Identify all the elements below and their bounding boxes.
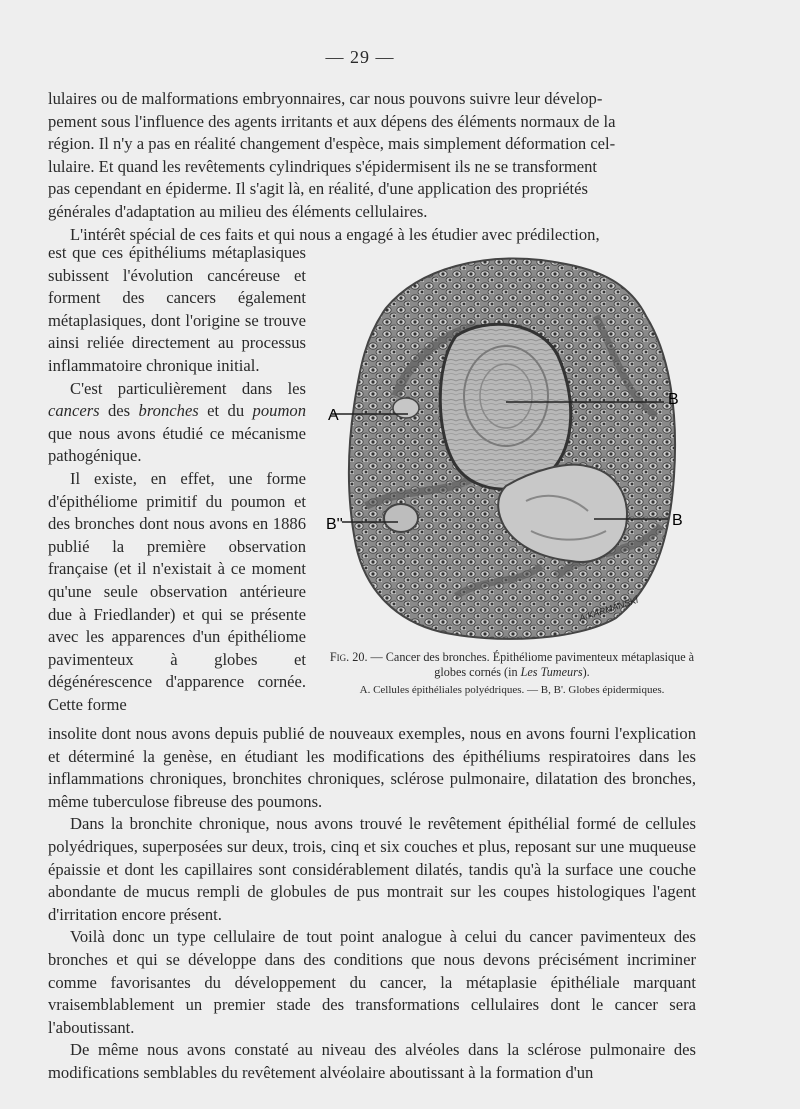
label-b-double-prime: B'' — [326, 516, 343, 533]
para2-first-line: L'intérêt spécial de ces faits et qui nous a engagé à les étudier avec prédilection, — [70, 224, 600, 244]
artist-signature: A.KARMANSKI — [577, 594, 640, 624]
para3-mid1: des — [99, 401, 139, 421]
figure-number: Fig. 20. — [329, 650, 368, 664]
paragraph-5: Dans la bronchite chronique, nous avons trouvé le revêtement épithélial formé de cellules polyédriques, superposées sur deux, trois, cinq et six couches et plus, reposant sur une muqueuse épaissie et dont les capillaires sont considérablement dilatés, tandis qu'à la surface une couche abondante de mucus rempli de globules de pus montrait sur les coupes histologiques l'agent d'irritation encore présent. — [48, 814, 696, 924]
caption-legend: A. Cellules épithéliales polyédriques. — B, B'. Globes épidermiques. — [359, 684, 665, 696]
caption-text-before: — Cancer des bronches. Épithéliome pavimenteux métaplasique à globes cornés (in — [367, 650, 695, 679]
para3-mid2: et du — [198, 401, 253, 421]
figure-caption — [326, 650, 698, 698]
page-number: — 29 — — [325, 47, 395, 67]
label-a: A — [328, 407, 339, 424]
para3-start: C'est particulièrement dans les — [70, 378, 306, 398]
left-text-column — [48, 242, 306, 716]
caption-text-after: ). — [582, 665, 590, 679]
para3-poumon: poumon — [252, 401, 307, 421]
para1-line-6: générales d'adaptation au milieu des éléments cellulaires. — [48, 201, 428, 221]
para1-line-4: lulaire. Et quand les revêtements cylindriques s'épidermisent ils ne se transforment — [48, 156, 598, 176]
paragraph-4: Il existe, en effet, une forme d'épithéliome primitif du poumon et des bronches dont nous avons en 1886 publié la première observation française (et il n'existait à ce moment qu'une seule observation antérieure due à Friedlander) et qui se présente avec les apparences d'un épithéliome pavimenteux à globes et dégénérescence d'apparence cornée. Cette forme — [48, 468, 306, 714]
para1-line-3: région. Il n'y a pas en réalité changement d'espèce, mais simplement déformation cel- — [48, 134, 616, 154]
para4-continued: insolite dont nous avons depuis publié de nouveaux exemples, nous en avons fourni l'explication et déterminé la genèse, en étudiant les modifications des épithéliums respiratoires dans les inflammations chroniques, bronchites chroniques, sclérose pulmonaire, dilatation des bronches, même tuberculose fibreuse des poumons. — [48, 724, 696, 811]
para2-rest: est que ces épithéliums métaplasiques subissent l'évolution cancéreuse et forment des cancers également métaplasiques, dont l'origine se trouve ainsi reliée directement au processus inflammatoire chronique initial. — [48, 243, 306, 375]
paragraph-6: Voilà donc un type cellulaire de tout point analogue à celui du cancer pavimenteux des bronches et qui se développe dans des conditions que nous devons précisément incriminer comme favorisantes du développement du cancer, la métaplasie épithéliale marquant vraisemblablement un premier stade des transformations cellulaires dont le cancer sera l'aboutissant. — [48, 927, 696, 1037]
para1-line-2: pement sous l'influence des agents irritants et aux dépens des éléments normaux de la — [48, 111, 616, 131]
paragraph-3 — [48, 378, 306, 468]
para3-bronches: bronches — [138, 401, 199, 421]
paragraph-1 — [48, 88, 696, 246]
para1-line-1: lulaires ou de malformations embryonnaires, car nous pouvons suivre leur dévelop- — [48, 89, 603, 108]
paragraph-7: De même nous avons constaté au niveau des alvéoles dans la sclérose pulmonaire des modifications semblables du revêtement alvéolaire aboutissant à la formation d'un — [48, 1040, 696, 1082]
figure-histology — [326, 246, 698, 644]
para3-end: que nous avons étudié ce mécanisme pathogénique. — [48, 423, 306, 466]
label-b-top: B — [668, 391, 679, 408]
lower-text-block — [48, 723, 696, 1085]
para3-cancers: cancers — [48, 401, 100, 421]
caption-book-title: Les Tumeurs — [520, 665, 583, 679]
para1-line-5: pas cependant en épiderme. Il s'agit là, en réalité, d'une application des propriétés — [48, 179, 588, 199]
histology-illustration — [326, 246, 698, 644]
label-b-right: B — [672, 512, 683, 529]
